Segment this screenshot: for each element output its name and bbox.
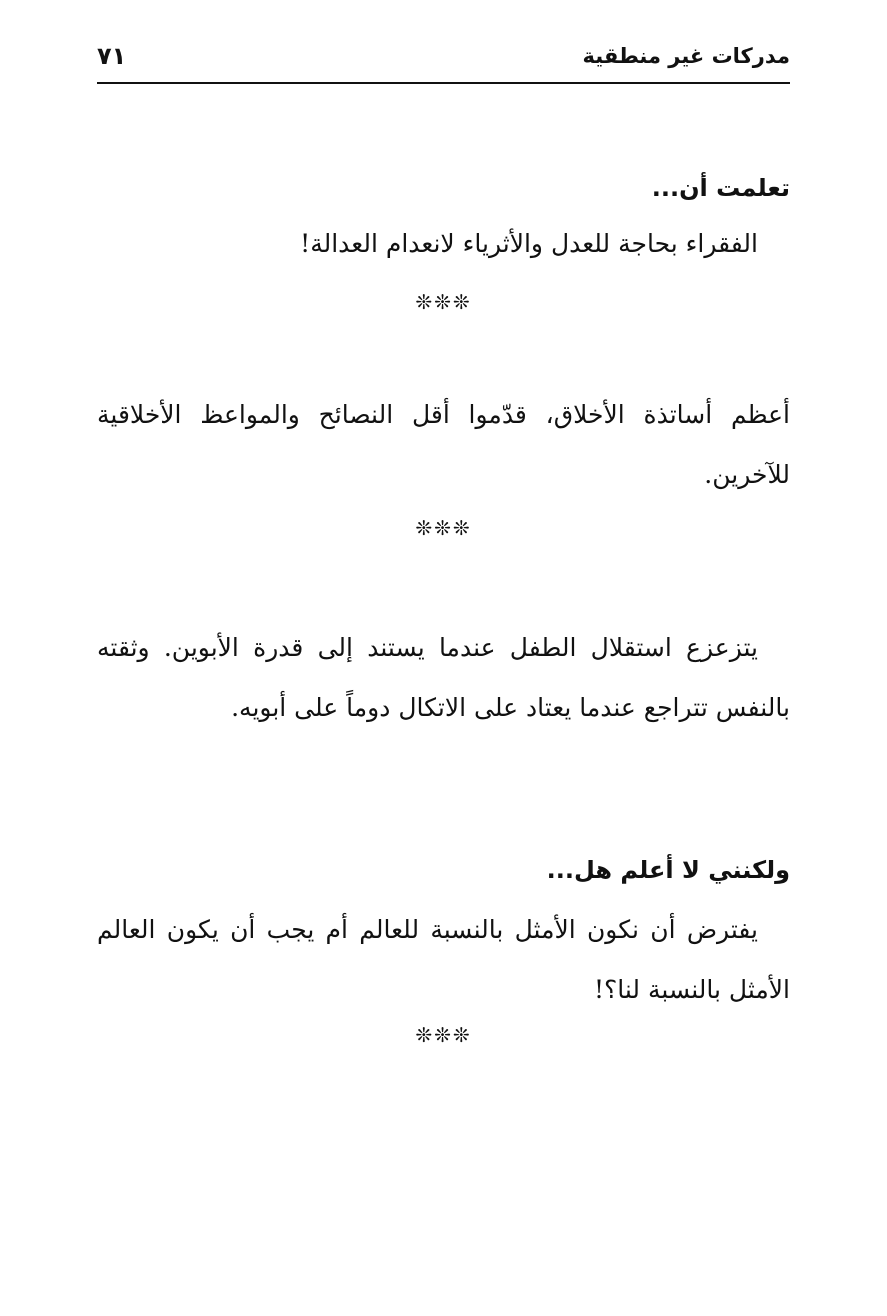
separator-stars: ❊❊❊ (415, 516, 472, 540)
page-number: ٧١ (97, 42, 127, 70)
section-heading-learned: تعلمت أن... (651, 174, 790, 202)
paragraph-poor-and-rich: الفقراء بحاجة للعدل والأثرياء لانعدام العدالة! (300, 229, 758, 258)
page-header (97, 40, 790, 84)
paragraph-ethics-teachers: أعظم أساتذة الأخلاق، قدّموا أقل النصائح والمواعظ الأخلاقية للآخرين. (97, 400, 790, 489)
paragraph-ideal-world: يفترض أن نكون الأمثل بالنسبة للعالم أم يجب أن يكون العالم الأمثل بالنسبة لنا؟! (97, 915, 790, 1004)
running-title: مدركات غير منطقية (582, 44, 790, 68)
separator-stars: ❊❊❊ (415, 1023, 472, 1047)
section-heading-wonder: ولكنني لا أعلم هل... (546, 856, 790, 884)
separator-stars: ❊❊❊ (415, 290, 472, 314)
paragraph-child-independence: يتزعزع استقلال الطفل عندما يستند إلى قدرة الأبوين. وثقته بالنفس تتراجع عندما يعتاد على الاتكال دوماً على أبويه. (97, 633, 790, 722)
